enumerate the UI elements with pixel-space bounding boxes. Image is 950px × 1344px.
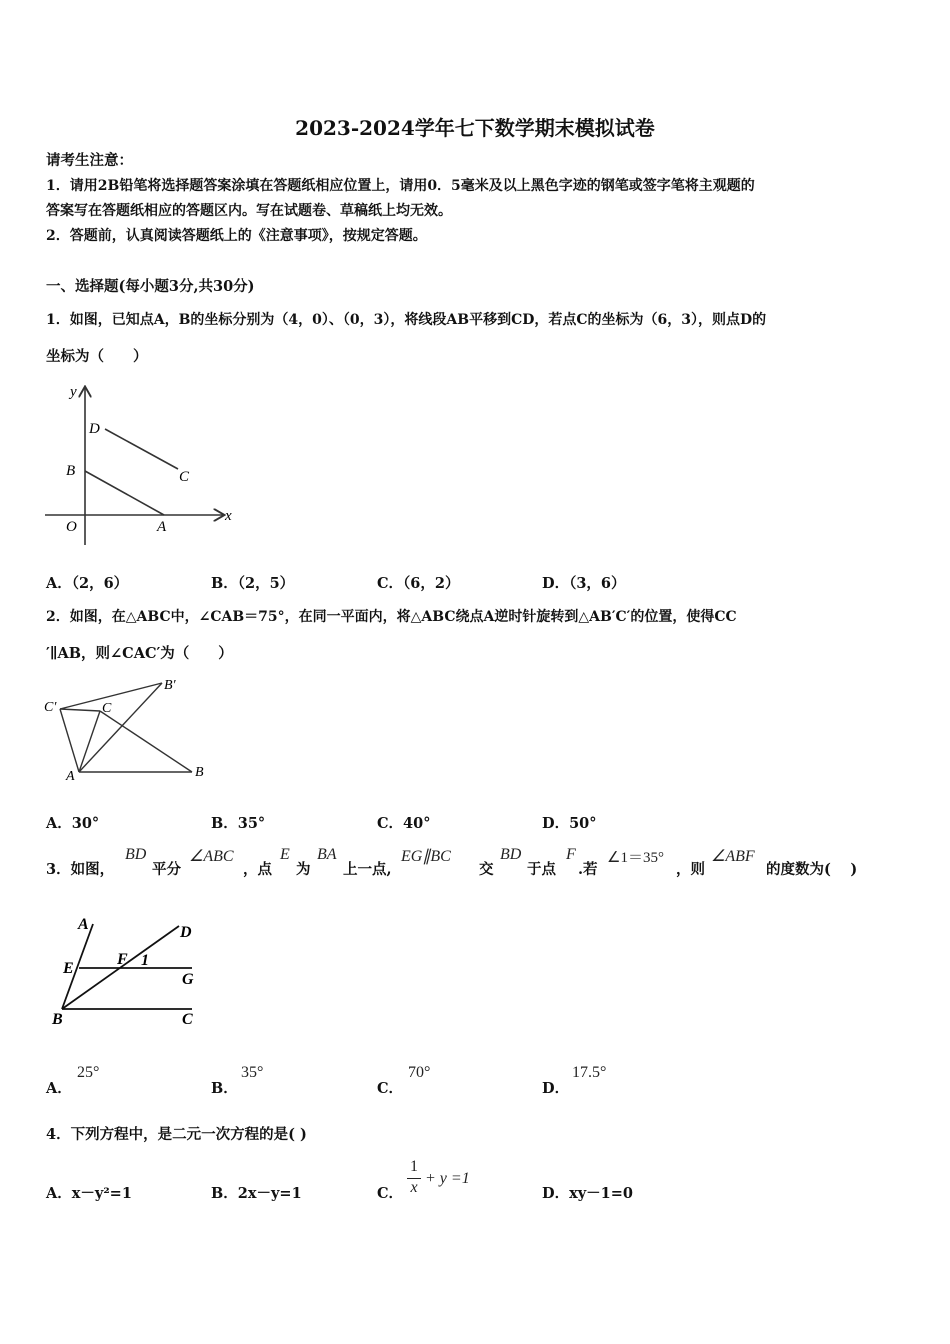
q4-option-c-numerator: 1 [410,1158,418,1175]
q2-seg-c1c [60,709,100,711]
q1-label-c: C [179,469,190,485]
q2-label-b: B [195,765,204,780]
q3-text-7: 于点 [527,861,556,878]
q3-label-g: G [182,971,194,988]
notice-line-2: 答案写在答题纸相应的答题区内。写在试题卷、草稿纸上均无效。 [46,203,452,219]
q3-label-b: B [52,1011,63,1028]
q2-option-a[interactable]: A．30° [46,815,100,832]
page-title: 2023-2024学年七下数学期末模拟试卷 [295,116,655,140]
q1-option-d[interactable]: D．（3，6） [542,575,626,592]
q2-option-c[interactable]: C．40° [377,815,431,832]
q3-text-3: ，点 [243,861,272,878]
q4-option-c-fraction [406,1158,422,1197]
q1-stem-line-2: 坐标为（ ） [46,348,148,365]
q3-math-ba: BA [317,846,337,863]
q3-option-a-value: 25° [77,1064,100,1081]
q3-text-2: 平分 [152,861,181,878]
q2-stem-line-2: ′∥AB，则∠CAC′为（ ） [46,645,233,662]
q2-figure [40,672,220,787]
q3-math-bd-2: BD [500,846,522,863]
q1-label-o: O [66,519,77,535]
q2-label-c-prime: C′ [44,700,57,715]
q1-segment-cd [105,429,178,469]
q3-math-angle1: ∠1＝35° [607,850,664,866]
q3-option-d-label[interactable]: D． [542,1080,570,1097]
q1-stem-line-1: 1．如图，已知点A，B的坐标分别为（4，0）、（0，3），将线段AB平移到CD，若点C的坐标为（6，3），则点D的 [46,312,767,328]
q1-option-c[interactable]: C．（6，2） [377,575,460,592]
q3-option-c-label[interactable]: C． [377,1080,404,1097]
q2-seg-ab1 [79,683,162,772]
q4-option-c-rest: + y =1 [425,1170,470,1187]
q2-seg-cb [100,711,192,772]
q4-option-c-denominator: x [410,1179,418,1196]
q3-label-e: E [63,960,74,977]
q2-seg-ac [79,711,100,772]
q2-option-b[interactable]: B．35° [211,815,266,832]
q3-option-b-label[interactable]: B． [211,1080,238,1097]
q4-stem: 4．下列方程中，是二元一次方程的是( ) [46,1126,307,1143]
section-heading: 一、选择题(每小题3分,共30分) [46,278,255,295]
q3-text-6: 交 [479,861,494,878]
q3-math-angle-abc: ∠ABC [189,848,234,865]
q3-text-8: .若 [578,861,598,878]
q3-text-9: ，则 [676,861,705,878]
q3-math-eg-parallel-bc: EG∥BC [401,848,451,865]
q1-label-a: A [157,519,167,535]
q3-math-angle-abf: ∠ABF [711,848,755,865]
q3-math-e: E [280,846,290,863]
q3-text-1: 3．如图， [46,861,115,878]
q4-option-b[interactable]: B．2x－y=1 [211,1185,302,1202]
q1-label-b: B [66,463,76,479]
q2-label-c: C [102,701,112,716]
notice-line-3: 2．答题前，认真阅读答题纸上的《注意事项》，按规定答题。 [46,228,427,244]
q2-option-d[interactable]: D．50° [542,815,597,832]
notice-heading: 请考生注意： [46,152,133,169]
q3-text-4: 为 [296,861,311,878]
q2-stem-line-1: 2．如图，在△ABC中，∠CAB＝75°，在同一平面内，将△ABC绕点A逆时针旋转到△AB′C′的位置，使得CC [46,609,737,625]
q4-option-d[interactable]: D．xy－1=0 [542,1185,633,1202]
q1-segment-ab [85,471,164,515]
q3-option-c-value: 70° [408,1064,431,1081]
q2-label-a: A [66,769,75,784]
q1-figure [40,378,240,553]
q3-text-10: 的度数为( ) [766,861,858,878]
q3-option-d-value: 17.5° [572,1064,607,1081]
q1-label-d: D [89,421,100,437]
q3-option-b-value: 35° [241,1064,264,1081]
q4-option-c-label[interactable]: C． [377,1185,404,1202]
q3-label-a: A [78,916,89,933]
q3-label-f: F [117,951,128,968]
notice-line-1: 1．请用2B铅笔将选择题答案涂填在答题纸相应位置上，请用0．5毫米及以上黑色字迹的钢笔或签字笔将主观题的 [46,178,755,194]
q1-label-x: x [225,508,232,524]
q3-option-a-label[interactable]: A． [46,1080,72,1097]
q3-label-1: 1 [141,952,149,969]
q3-math-f: F [566,846,576,863]
q1-label-y: y [70,384,77,400]
q1-option-b[interactable]: B．（2，5） [211,575,295,592]
q1-option-a[interactable]: A．（2，6） [46,575,129,592]
q3-label-c: C [182,1011,193,1028]
q2-label-b-prime: B′ [164,678,176,693]
q3-label-d: D [180,924,192,941]
q4-option-a[interactable]: A．x－y²=1 [46,1185,132,1202]
q3-figure [44,906,214,1031]
q3-text-5: 上一点, [343,861,392,878]
q3-math-bd: BD [125,846,147,863]
q2-seg-ac1 [60,709,79,772]
